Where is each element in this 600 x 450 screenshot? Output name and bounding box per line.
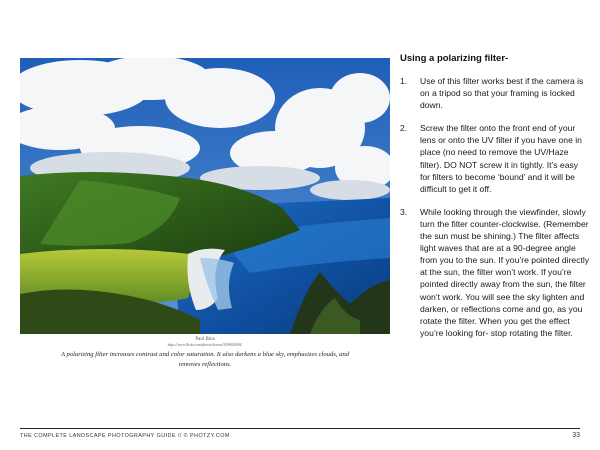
step-text: While looking through the viewfinder, slowly turn the filter counter-clockwise. (Remember the sun must be shining.) The filter affects light waves that are at a 90-degree angle from you to the sun. If you’re pointed directly at the sun, the filter won’t work. If you’re pointed directly away from the sun, the filter won’t work. You will see the sky lighten and darken, or reflections come and go, as you rotate the filter. When you get the effect you’re looking for- stop rotating the filter. [420,206,590,338]
step-number: 1. [400,76,408,86]
steps-list [400,75,590,339]
footer-divider [20,428,580,429]
landscape-illustration [20,58,390,334]
step-number: 3. [400,206,408,217]
list-item [400,206,590,339]
step-number: 2. [400,123,408,134]
photo-credit-url[interactable]: https://www.flickr.com/photos/dexxus/5096639062/ [167,343,243,347]
section-heading: Using a polarizing filter- [400,53,509,64]
footer-title: THE COMPLETE LANDSCAPE PHOTOGRAPHY GUIDE // © PHOTZY.COM [20,433,230,439]
landscape-photo [20,58,390,334]
step-text: Use of this filter works best if the camera is on a tripod so that your framing is locked down. [420,76,584,111]
page-number: 33 [572,432,580,439]
step-text: Screw the filter onto the front end of your lens or onto the UV filter if you have one in place (no need to remove the UV/Haze filter). DO NOT screw it in tightly. It’s easy for filters to become ‘bound’ and it will be difficult to get it off. [420,123,582,194]
photo-credit-name: Paul Bica [195,337,215,342]
photo-caption: A polarizing filter increases contrast and color saturation. It also darkens a blue sky, emphasizes clouds, and removes reflections. [60,351,350,368]
list-item [400,75,590,111]
list-item [400,122,590,195]
